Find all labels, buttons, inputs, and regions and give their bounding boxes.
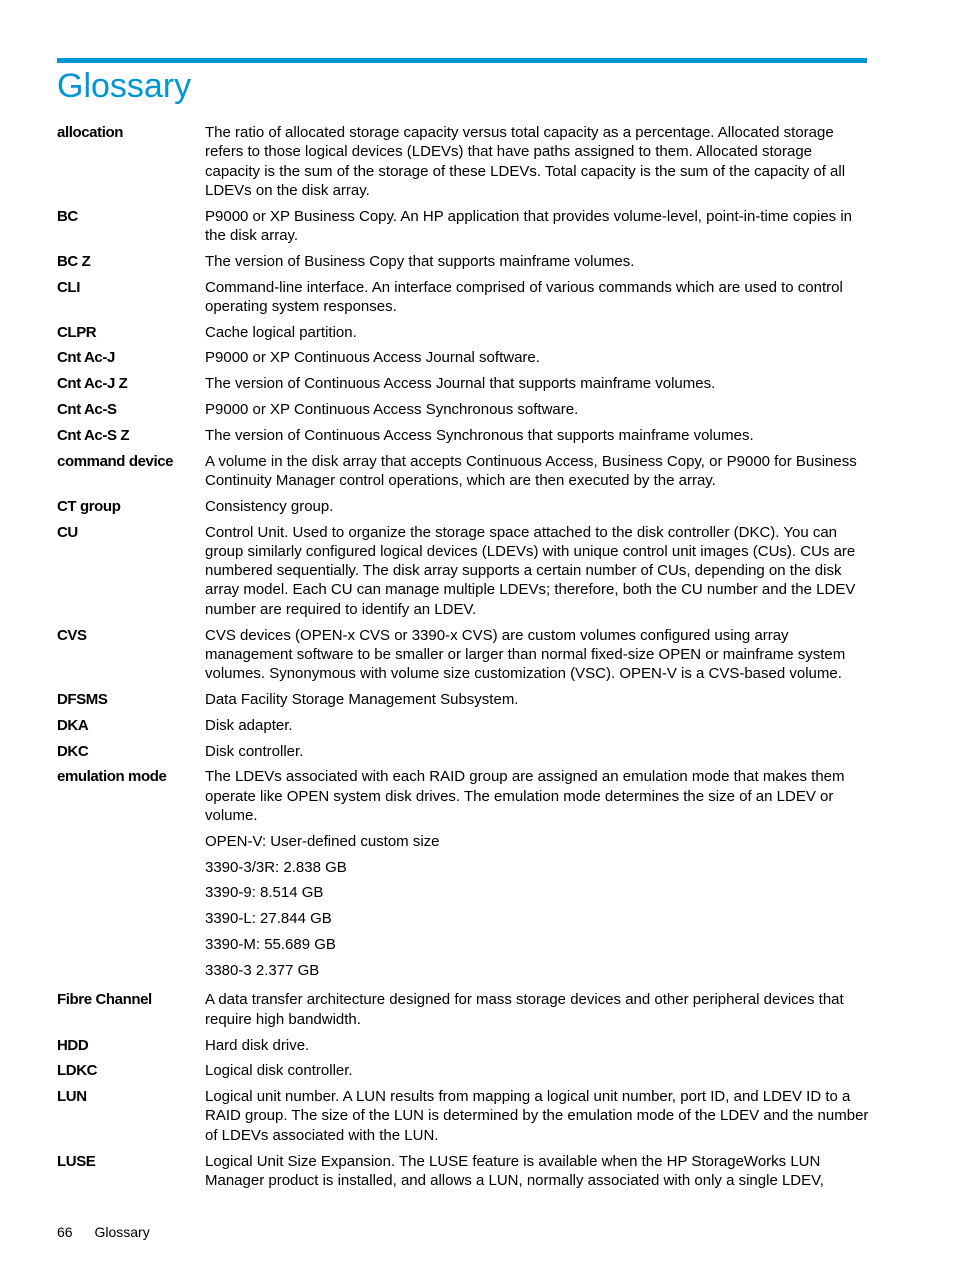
glossary-definition: Command-line interface. An interface comprised of various commands which are used to control operating system responses. xyxy=(205,278,843,315)
glossary-definition: P9000 or XP Continuous Access Synchronous software. xyxy=(205,401,579,419)
glossary-entry xyxy=(57,1061,869,1080)
glossary-term: LDKC xyxy=(57,1062,98,1080)
glossary-term: DKC xyxy=(57,742,89,760)
glossary-term: LUN xyxy=(57,1088,87,1106)
glossary-term: DKA xyxy=(57,716,89,734)
glossary-definition: The version of Business Copy that supports mainframe volumes. xyxy=(205,252,635,270)
glossary-entry xyxy=(57,452,869,491)
emulation-size-item: 3390-9: 8.514 GB xyxy=(205,884,324,902)
glossary-definition: Logical Unit Size Expansion. The LUSE feature is available when the HP StorageWorks LUN Manager product is installed, and allows a LUN, normally associated with only a single LDEV, xyxy=(205,1152,824,1189)
glossary-term: CU xyxy=(57,523,78,541)
glossary-list xyxy=(57,123,869,1197)
glossary-entry xyxy=(57,497,869,516)
glossary-definition: Logical disk controller. xyxy=(205,1062,353,1080)
glossary-term: Fibre Channel xyxy=(57,991,152,1009)
glossary-definition: A volume in the disk array that accepts Continuous Access, Business Copy, or P9000 for Business Continuity Manager control operations, which are then executed by the array. xyxy=(205,452,857,489)
glossary-entry xyxy=(57,990,869,1029)
glossary-entry xyxy=(57,123,869,200)
glossary-entry xyxy=(57,1087,869,1145)
glossary-term: Cnt Ac-S xyxy=(57,401,117,419)
glossary-term: CLPR xyxy=(57,323,97,341)
page-title: Glossary xyxy=(57,67,192,105)
glossary-definition: The ratio of allocated storage capacity versus total capacity as a percentage. Allocated storage refers to those logical devices (LDEVs) that have paths assigned to them. Allocated storage capacity is the sum of the storage of these LDEVs. Total capacity is the sum of the capacity of all LDEVs on the disk array. xyxy=(205,124,846,199)
glossary-entry xyxy=(57,523,869,619)
glossary-term: CLI xyxy=(57,278,80,296)
glossary-term: BC xyxy=(57,207,78,225)
glossary-definition: Hard disk drive. xyxy=(205,1036,310,1054)
glossary-entry xyxy=(57,323,869,342)
emulation-size-item: OPEN-V: User-defined custom size xyxy=(205,832,440,850)
glossary-definition: A data transfer architecture designed for mass storage devices and other peripheral devices that require high bandwidth. xyxy=(205,991,844,1028)
glossary-definition: P9000 or XP Business Copy. An HP application that provides volume-level, point-in-time copies in the disk array. xyxy=(205,207,853,244)
glossary-term: CT group xyxy=(57,497,121,515)
glossary-entry xyxy=(57,374,869,393)
glossary-term: Cnt Ac-J Z xyxy=(57,375,128,393)
glossary-term: command device xyxy=(57,452,174,470)
glossary-entry xyxy=(57,690,869,709)
glossary-term: allocation xyxy=(57,124,124,141)
glossary-definition: Disk controller. xyxy=(205,742,304,760)
glossary-term: HDD xyxy=(57,1036,89,1054)
glossary-entry xyxy=(57,626,869,684)
glossary-entry xyxy=(57,348,869,367)
emulation-size-list xyxy=(205,832,869,980)
glossary-entry xyxy=(57,426,869,445)
header-rule xyxy=(57,58,867,63)
glossary-definition: The LDEVs associated with each RAID group are assigned an emulation mode that makes them operate like OPEN system disk drives. The emulation mode determines the size of an LDEV or volume. xyxy=(205,768,845,824)
glossary-term: CVS xyxy=(57,626,87,644)
glossary-definition: Control Unit. Used to organize the storage space attached to the disk controller (DKC). You can group similarly configured logical devices (LDEVs) with unique control unit images (CUs). CUs are numbered sequentially. The disk array supports a certain number of CUs, depending on the disk array model. Each CU can manage multiple LDEVs; therefore, both the CU number and the LDEV number are required to identify an LDEV. xyxy=(205,523,856,618)
emulation-size-item: 3390-3/3R: 2.838 GB xyxy=(205,858,347,876)
glossary-entry xyxy=(57,278,869,317)
glossary-entry xyxy=(57,1036,869,1055)
glossary-definition: Cache logical partition. xyxy=(205,323,357,341)
glossary-entry xyxy=(57,716,869,735)
glossary-definition: P9000 or XP Continuous Access Journal software. xyxy=(205,349,540,367)
glossary-entry xyxy=(57,767,869,984)
glossary-definition: The version of Continuous Access Synchronous that supports mainframe volumes. xyxy=(205,426,754,444)
glossary-definition: Logical unit number. A LUN results from mapping a logical unit number, port ID, and LDEV ID to a RAID group. The size of the LUN is determined by the emulation mode of the LDEV and the number of LDEVs associated with the LUN. xyxy=(205,1088,869,1144)
emulation-size-item: 3390-M: 55.689 GB xyxy=(205,935,336,953)
footer-section-title: Glossary xyxy=(94,1224,150,1240)
glossary-term: emulation mode xyxy=(57,768,167,786)
glossary-definition: CVS devices (OPEN-x CVS or 3390-x CVS) are custom volumes configured using array management software to be smaller or larger than normal fixed-size OPEN or mainframe system volumes. Synonymous with volume size customization (VSC). OPEN-V is a CVS-based volume. xyxy=(205,626,846,683)
glossary-term: Cnt Ac-S Z xyxy=(57,426,130,444)
glossary-entry xyxy=(57,252,869,271)
glossary-definition: The version of Continuous Access Journal that supports mainframe volumes. xyxy=(205,375,716,393)
glossary-definition: Data Facility Storage Management Subsystem. xyxy=(205,690,519,708)
glossary-definition: Disk adapter. xyxy=(205,716,293,734)
emulation-size-item: 3380-3 2.377 GB xyxy=(205,961,320,979)
emulation-size-item: 3390-L: 27.844 GB xyxy=(205,910,332,928)
glossary-term: LUSE xyxy=(57,1152,96,1170)
glossary-entry xyxy=(57,400,869,419)
glossary-definition: Consistency group. xyxy=(205,497,334,515)
page-number: 66 xyxy=(57,1224,73,1240)
page-footer xyxy=(57,1222,150,1242)
glossary-term: DFSMS xyxy=(57,690,108,708)
glossary-term: BC Z xyxy=(57,252,91,270)
glossary-entry xyxy=(57,207,869,246)
glossary-entry xyxy=(57,1152,869,1191)
glossary-term: Cnt Ac-J xyxy=(57,349,115,367)
glossary-entry xyxy=(57,742,869,761)
